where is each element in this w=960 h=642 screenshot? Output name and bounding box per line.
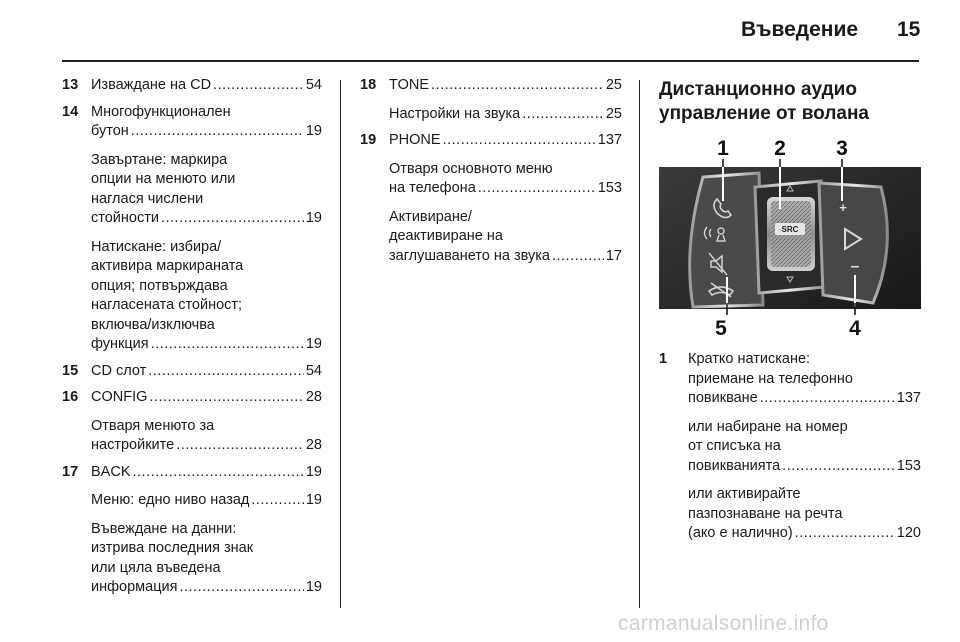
index-line-with-page[interactable] (389, 76, 622, 96)
index-line (688, 485, 921, 505)
thumbwheel (767, 197, 815, 271)
leader-dots (795, 524, 895, 544)
index-line (91, 277, 322, 297)
index-text: или активирайте (688, 486, 801, 502)
column-divider-right (639, 80, 640, 608)
src-label: SRC (781, 225, 799, 234)
index-line (389, 160, 622, 180)
index-text: CD слот (91, 362, 147, 379)
index-subentry (389, 160, 622, 199)
photo-footer-band (659, 309, 921, 342)
index-line-with-page[interactable] (91, 209, 322, 229)
index-text: от списъка на (688, 438, 781, 454)
leader-dots (161, 209, 304, 229)
index-line-with-page[interactable] (389, 247, 622, 267)
leader-dots (443, 131, 596, 151)
index-text: опции на менюто или (91, 171, 236, 187)
page-reference[interactable]: 54 (305, 362, 322, 379)
index-line-with-page[interactable] (688, 389, 921, 409)
index-subentry (389, 208, 622, 267)
volume-minus-label: – (850, 258, 860, 275)
index-line (91, 539, 322, 559)
index-line-with-page[interactable] (688, 524, 921, 544)
entry-number: 18 (360, 77, 377, 93)
index-entry (360, 131, 622, 266)
index-subentry (688, 485, 921, 544)
index-text: деактивиране на (389, 228, 503, 244)
index-subentry (688, 418, 921, 477)
index-line (688, 437, 921, 457)
page-reference[interactable]: 137 (896, 390, 921, 406)
index-line-with-page[interactable] (91, 388, 322, 408)
page-reference[interactable]: 28 (305, 389, 322, 405)
index-text: на телефона (389, 180, 476, 196)
index-text: PHONE (389, 132, 441, 148)
index-line (91, 296, 322, 316)
legend-column (659, 350, 921, 544)
column-divider-left (340, 80, 341, 608)
page-reference[interactable]: 120 (896, 525, 921, 541)
page-reference[interactable]: 17 (605, 247, 622, 264)
index-text: приемане на телефонно (688, 370, 853, 387)
index-subentry (91, 520, 322, 598)
index-text: Кратко натискане: (688, 351, 811, 367)
index-entry (62, 362, 322, 382)
index-subentry (389, 105, 622, 125)
index-line-with-page[interactable] (389, 131, 622, 151)
leader-dots (760, 389, 895, 409)
index-line-with-page[interactable] (389, 105, 622, 125)
index-text: повикване (688, 390, 758, 406)
index-column-2 (360, 76, 622, 266)
index-text: Отваря основното меню (389, 160, 553, 177)
index-line (91, 559, 322, 579)
index-line (389, 227, 622, 247)
index-line (91, 417, 322, 437)
callout-2: 2 (774, 137, 786, 160)
index-text: стойности (91, 210, 159, 226)
callout-5: 5 (715, 317, 727, 340)
index-subentry (91, 417, 322, 456)
page-reference[interactable]: 19 (305, 123, 322, 139)
index-line (389, 208, 622, 228)
index-text: функция (91, 336, 149, 352)
index-text: Многофункционален (91, 103, 231, 120)
index-line (91, 151, 322, 171)
entry-number: 15 (62, 362, 79, 379)
index-line-with-page[interactable] (91, 578, 322, 598)
leader-dots (552, 247, 604, 267)
index-line (91, 257, 322, 277)
index-text: настройките (91, 437, 175, 453)
index-text: TONE (389, 77, 430, 93)
section-title-line-2: управление от волана (659, 103, 869, 124)
callout-4: 4 (849, 317, 861, 340)
index-text: информация (91, 579, 178, 595)
index-line-with-page[interactable] (91, 362, 322, 382)
entry-number: 19 (360, 132, 377, 148)
index-entry (360, 76, 622, 124)
index-text: включва/изключва (91, 316, 215, 333)
page-reference[interactable]: 19 (305, 336, 322, 352)
index-entry (659, 350, 921, 544)
entry-number: 16 (62, 389, 79, 405)
index-text: Активиране/ (389, 208, 472, 225)
index-line-with-page[interactable] (91, 335, 322, 355)
index-line (688, 418, 921, 438)
index-text: пазпознаване на речта (688, 505, 843, 522)
page-reference[interactable]: 19 (305, 579, 322, 595)
leader-dots (133, 463, 304, 483)
entry-number: 1 (659, 351, 668, 367)
index-text: нагласената стойност; (91, 297, 243, 313)
leader-dots (151, 335, 304, 355)
leader-dots (176, 436, 304, 456)
index-text: или цяла въведена (91, 559, 221, 576)
index-line-with-page[interactable] (91, 491, 322, 511)
index-text: Меню: едно ниво назад (91, 492, 250, 508)
index-subentry (91, 238, 322, 355)
index-line (91, 238, 322, 258)
index-text: Завъртане: маркира (91, 151, 228, 168)
index-text: Натискане: избира/ (91, 238, 222, 255)
index-line-with-page[interactable] (688, 457, 921, 477)
index-text: Настройки на звука (389, 105, 521, 122)
leader-dots (213, 76, 304, 96)
page-reference[interactable]: 25 (605, 105, 622, 122)
volume-plus-label: + (839, 200, 847, 215)
callout-1: 1 (717, 137, 729, 160)
index-text: повикванията (688, 457, 781, 474)
leader-dots (478, 179, 596, 199)
index-text: Изваждане на CD (91, 77, 212, 93)
index-subentry (91, 151, 322, 229)
leader-dots (131, 122, 304, 142)
index-text: BACK (91, 463, 131, 480)
index-text: (ако е налично) (688, 525, 793, 541)
index-line (688, 370, 921, 390)
index-text: изтрива последния знак (91, 540, 254, 556)
section-title-line-1: Дистанционно аудио (659, 79, 857, 100)
page-reference[interactable]: 25 (605, 77, 622, 93)
entry-number: 14 (62, 103, 79, 120)
index-line (688, 505, 921, 525)
page-header-title: Въведение (741, 18, 859, 41)
index-text: наглася числени (91, 190, 204, 207)
steering-wheel-controls-photo (659, 137, 921, 342)
index-line (91, 190, 322, 210)
index-line-with-page[interactable] (91, 463, 322, 483)
header-rule (62, 60, 919, 62)
leader-dots (149, 388, 303, 408)
leader-dots (148, 362, 304, 382)
section-title (659, 78, 869, 126)
index-text: опция; потвърждава (91, 277, 228, 294)
page-reference[interactable]: 137 (597, 132, 622, 148)
index-line (91, 103, 322, 123)
page-reference[interactable]: 28 (305, 437, 322, 453)
index-entry (62, 388, 322, 456)
leader-dots (522, 105, 604, 125)
index-text: CONFIG (91, 389, 148, 405)
index-line (91, 316, 322, 336)
watermark: carmanualsonline.info (618, 612, 829, 635)
index-subentry (91, 491, 322, 511)
index-line (688, 350, 921, 370)
index-line-with-page[interactable] (389, 179, 622, 199)
index-column-1 (62, 76, 322, 598)
index-entry (62, 463, 322, 598)
callout-3: 3 (836, 137, 848, 160)
index-text: бутон (91, 123, 129, 139)
index-text: Отваря менюто за (91, 417, 215, 434)
index-text: активира маркираната (91, 258, 244, 274)
page-reference[interactable]: 19 (305, 210, 322, 226)
page-reference[interactable]: 19 (305, 492, 322, 508)
page-number: 15 (897, 18, 921, 41)
leader-dots (251, 491, 303, 511)
page-reference[interactable]: 153 (597, 180, 622, 196)
leader-dots (179, 578, 303, 598)
index-entry (62, 103, 322, 355)
index-line (91, 520, 322, 540)
leader-dots (431, 76, 604, 96)
page-reference[interactable]: 54 (305, 77, 322, 93)
index-text: заглушаването на звука (389, 247, 550, 264)
index-line-with-page[interactable] (91, 76, 322, 96)
page-reference[interactable]: 153 (896, 457, 921, 474)
entry-number: 13 (62, 77, 79, 93)
leader-dots (782, 457, 895, 477)
index-text: или набиране на номер (688, 418, 848, 435)
entry-number: 17 (62, 463, 79, 480)
index-entry (62, 76, 322, 96)
index-text: Въвеждане на данни: (91, 520, 237, 537)
index-line (91, 170, 322, 190)
page-reference[interactable]: 19 (305, 463, 322, 480)
index-line-with-page[interactable] (91, 436, 322, 456)
photo-header-band (659, 137, 921, 167)
index-line-with-page[interactable] (91, 122, 322, 142)
